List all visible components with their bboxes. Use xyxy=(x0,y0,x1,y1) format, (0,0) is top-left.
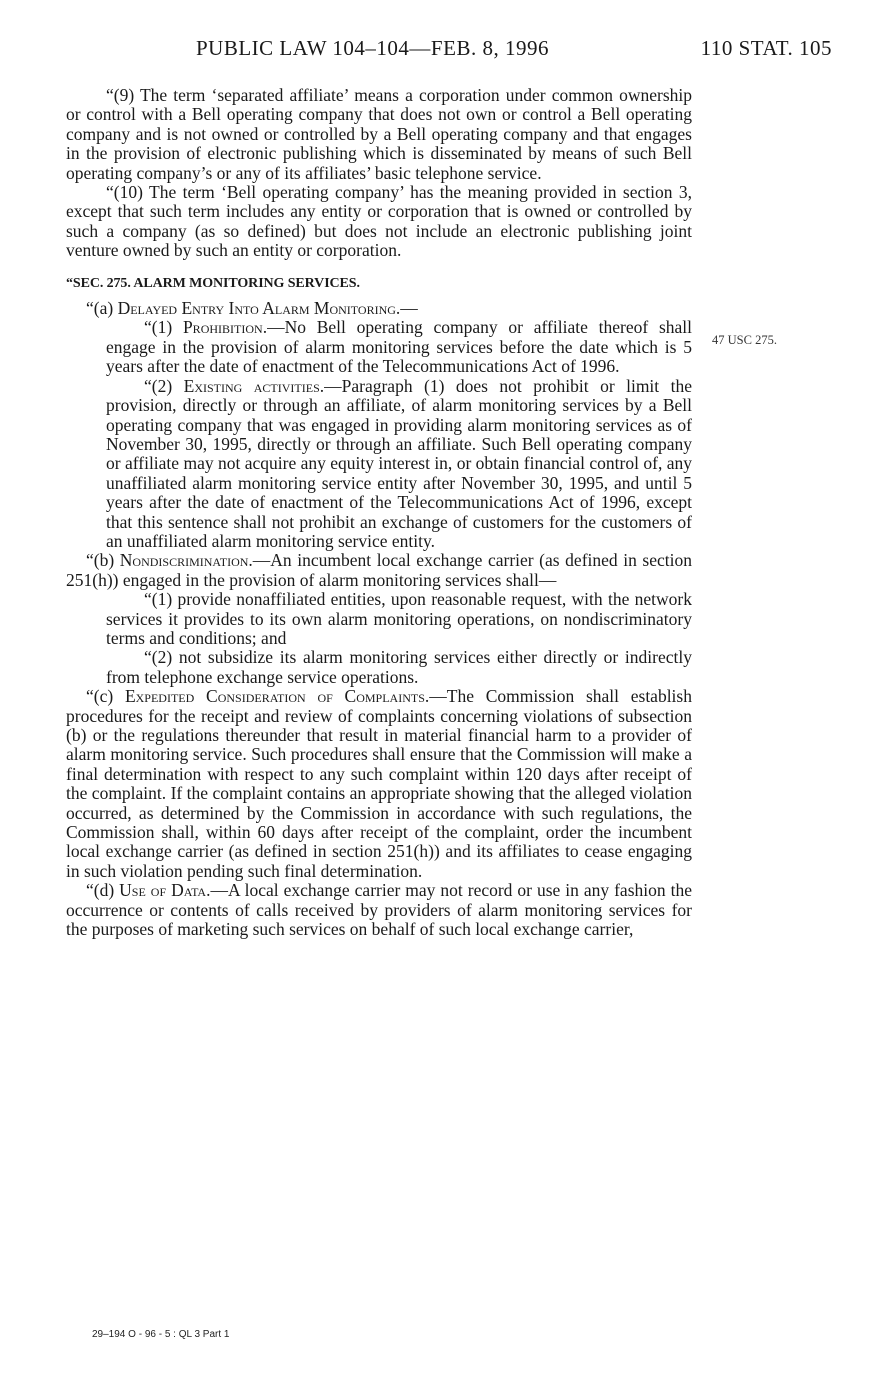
paragraph-9-separated-affiliate: “(9) The term ‘separated affiliate’ means a corporation under common ownership or control with a Bell operating company that does not own or control a Bell operating company and is not owned or controlled by a Bell operating company and that engages in the provision of electronic publishing which is disseminated by means of such Bell operating company’s or any of its affiliates’ basic telephone service. xyxy=(66,85,692,183)
subsection-d-use-of-data xyxy=(66,881,692,939)
running-head-title: PUBLIC LAW 104–104—FEB. 8, 1996 xyxy=(196,36,549,60)
paragraph-a2-text: .—Paragraph (1) does not prohibit or limit the provision, directly or through an affiliate, of alarm monitoring services by a Bell operating company that was engaged in providing alarm monitoring services as of November 30, 1995, directly or through an affiliate. Such Bell operating company or affiliate may not acquire any equity interest in, or obtain financial control of, any unaffiliated alarm monitoring service entity after November 30, 1995, and until 5 years after the date of enactment of the Telecommunications Act of 1996, except that this sentence shall not prohibit an exchange of customers for the customers of an unaffiliated alarm monitoring service entity. xyxy=(106,375,692,551)
subsection-c-prefix: “(c) xyxy=(86,686,125,707)
subsection-b-title: Nondiscrimination xyxy=(119,550,249,571)
paragraph-a2-title: Existing activities xyxy=(183,375,320,396)
paragraph-b2: “(2) not subsidize its alarm monitoring services either directly or indirectly from telephone exchange service operations. xyxy=(106,647,692,687)
print-job-footer: 29–194 O - 96 - 5 : QL 3 Part 1 xyxy=(92,1329,230,1340)
paragraph-b1: “(1) provide nonaffiliated entities, upon reasonable request, with the network services it provides to its own alarm monitoring operations, on nondiscriminatory terms and conditions; and xyxy=(106,589,692,648)
subsection-a-prefix: “(a) xyxy=(86,298,118,319)
subsection-d-prefix: “(d) xyxy=(86,880,120,901)
paragraph-a1-title: Prohibition xyxy=(182,317,263,338)
subsection-d-title: Use of Data xyxy=(119,880,207,901)
statute-body xyxy=(66,86,692,939)
paragraph-a1-prohibition xyxy=(106,318,692,376)
paragraph-10-bell-operating-company: “(10) The term ‘Bell operating company’ has the meaning provided in section 3, except that such term includes any entity or corporation that is owned or controlled by such a company (as so defined) but does not include an electronic publishing joint venture owned by such an entity or corporation. xyxy=(66,182,692,261)
subsection-b-text: .—An incumbent local exchange carrier (as defined in section 251(h)) engaged in the provision of alarm monitoring services shall— xyxy=(66,550,692,590)
running-head xyxy=(0,36,884,66)
paragraph-a1-prefix: “(1) xyxy=(144,317,183,338)
subsection-a-suffix: .— xyxy=(395,298,418,319)
subsection-a-title: Delayed Entry Into Alarm Monitoring xyxy=(117,298,396,319)
subsection-c-title: Expedited Consideration of Complaints xyxy=(124,686,425,707)
subsection-d-text: .—A local exchange carrier may not record or use in any fashion the occurrence or contents of calls received by providers of alarm monitoring services for the purposes of marketing such services on behalf of such local exchange carrier, xyxy=(66,880,692,940)
paragraph-a2-existing-activities xyxy=(106,377,692,552)
subsection-c-expedited-consideration xyxy=(66,687,692,881)
paragraph-a1-text: .—No Bell operating company or affiliate thereof shall engage in the provision of alarm monitoring services before the date which is 5 years after the date of enactment of the Telecommunications Act of 1996. xyxy=(106,317,692,377)
subsection-b-nondiscrimination xyxy=(66,551,692,590)
subsection-b-prefix: “(b) xyxy=(86,550,120,571)
section-heading-275: “SEC. 275. ALARM MONITORING SERVICES. xyxy=(66,275,360,291)
paragraph-a2-prefix: “(2) xyxy=(144,375,184,396)
subsection-a-heading xyxy=(66,299,692,318)
stat-page-number: 110 STAT. 105 xyxy=(700,36,832,60)
subsection-c-text: .—The Commission shall establish procedures for the receipt and review of complaints concerning violations of subsection (b) or the regulations thereunder that result in material financial harm to a provider of alarm monitoring service. Such procedures shall ensure that the Commission will make a final determination with respect to any such complaint within 120 days after receipt of the complaint. If the complaint contains an appropriate showing that the alleged violation occurred, as determined by the Commission in accordance with such regulations, the Commission shall, within 60 days after receipt of the complaint, order the incumbent local exchange carrier (as defined in section 251(h)) and its affiliates to cease engaging in such violation pending such final determination. xyxy=(66,686,692,881)
margin-note-usc-citation: 47 USC 275. xyxy=(712,333,777,347)
